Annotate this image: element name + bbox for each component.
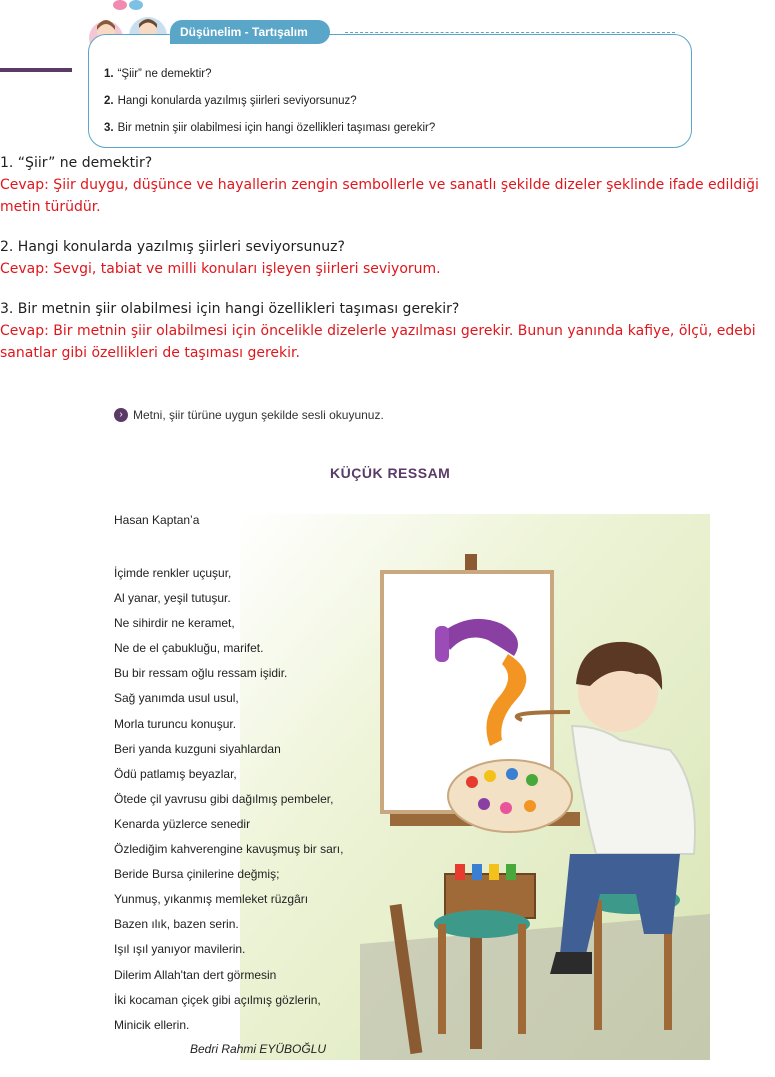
instruction-text: Metni, şiir türüne uygun şekilde sesli okuyunuz. <box>133 408 384 422</box>
poem-line: Kenarda yüzlerce senedir <box>114 816 251 831</box>
poem-line: Ötede çil yavrusu gibi dağılmış pembeler, <box>114 791 334 806</box>
poem-line: Bazen ılık, bazen serin. <box>114 917 239 932</box>
answer-text: Cevap: Sevgi, tabiat ve milli konuları işleyen şiirleri seviyorum. <box>0 261 441 277</box>
poem-line: Özlediğim kahverengine kavuşmuş bir sarı, <box>114 842 344 857</box>
poem-lines <box>114 564 343 1041</box>
question-text: “Şiir” ne demektir? <box>117 68 212 80</box>
poem-line: Ödü patlamış beyazlar, <box>114 766 237 781</box>
question-number: 2. <box>104 95 114 107</box>
answer-text: Cevap: Şiir duygu, düşünce ve hayallerin zengin sembollerle ve sanatlı şekilde dizeler şeklinde ifade edildiği <box>0 177 759 193</box>
poem-line: Beri yanda kuzguni siyahlardan <box>114 741 281 756</box>
left-accent-rule <box>0 68 72 72</box>
answer-question: 3. Bir metnin şiir olabilmesi için hangi özellikleri taşıması gerekir? <box>0 301 460 317</box>
discussion-tab: Düşünelim - Tartışalım <box>170 20 330 44</box>
poem-line: Ne de el çabukluğu, marifet. <box>114 641 264 656</box>
discussion-question <box>104 118 435 145</box>
poem-line: Ne sihirdir ne keramet, <box>114 616 235 631</box>
poem-line: Beride Bursa çinilerine değmiş; <box>114 867 280 882</box>
poem-line: Sağ yanımda usul usul, <box>114 691 239 706</box>
question-text: Hangi konularda yazılmış şiirleri seviyorsunuz? <box>117 95 357 107</box>
poem-line: Bu bir ressam oğlu ressam işidir. <box>114 666 288 681</box>
poem-title: KÜÇÜK RESSAM <box>330 465 451 481</box>
chevron-right-icon: › <box>114 408 128 422</box>
answer-text: sanatlar gibi özellikleri de taşıması gerekir. <box>0 345 300 361</box>
poem-author: Bedri Rahmi EYÜBOĞLU <box>190 1042 327 1056</box>
poem-line: Işıl ışıl yanıyor mavilerin. <box>114 942 246 957</box>
question-text: Bir metnin şiir olabilmesi için hangi özellikleri taşıması gerekir? <box>117 122 436 134</box>
answer-question: 2. Hangi konularda yazılmış şiirleri seviyorsunuz? <box>0 239 345 255</box>
reading-instruction <box>114 408 384 422</box>
answer-block-3 <box>0 298 775 364</box>
poem-line: Dilerim Allah'tan dert görmesin <box>114 967 277 982</box>
poem-dedication: Hasan Kaptan’a <box>114 513 200 527</box>
poem-line: İçimde renkler uçuşur, <box>114 566 232 580</box>
discussion-dashed-line <box>345 32 675 33</box>
answer-text: metin türüdür. <box>0 199 101 215</box>
answer-question: 1. “Şiir” ne demektir? <box>0 155 153 171</box>
discussion-question-list <box>104 64 435 145</box>
speech-bubbles-icon <box>113 0 143 10</box>
question-number: 1. <box>104 68 114 80</box>
poem-line: Al yanar, yeşil tutuşur. <box>114 591 231 606</box>
answer-block-2 <box>0 236 775 280</box>
poem-line: Yunmuş, yıkanmış memleket rüzgârı <box>114 892 309 907</box>
poem-line: Minicik ellerin. <box>114 1017 190 1032</box>
question-number: 3. <box>104 122 114 134</box>
discussion-question <box>104 91 435 118</box>
answer-text: Cevap: Bir metnin şiir olabilmesi için öncelikle dizelerle yazılması gerekir. Bunun yanında kafiye, ölçü, edebi <box>0 323 756 339</box>
poem-line: Morla turuncu konuşur. <box>114 716 237 731</box>
answer-block-1 <box>0 152 775 218</box>
poem-line: İki kocaman çiçek gibi açılmış gözlerin, <box>114 992 321 1007</box>
discussion-question <box>104 64 435 91</box>
